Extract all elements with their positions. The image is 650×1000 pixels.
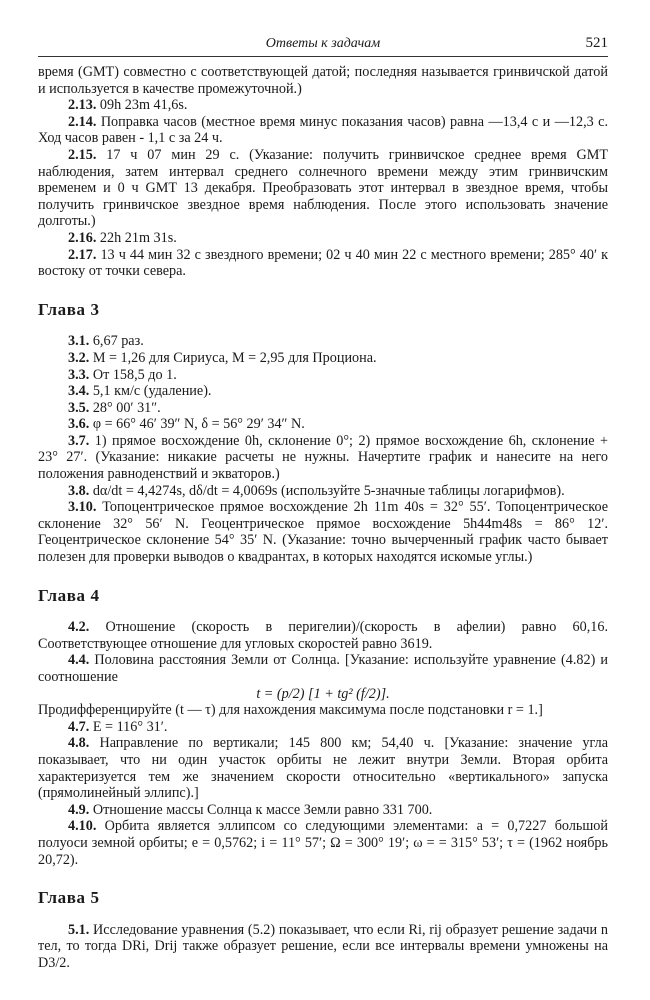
- answer-number: 4.7.: [68, 718, 90, 735]
- answer-item: [38, 735, 608, 801]
- answer-item: [38, 922, 608, 972]
- answer-number: 3.5.: [68, 399, 90, 416]
- page-header: [38, 34, 608, 57]
- answer-text: Половина расстояния Земли от Солнца. [Указание: используйте уравнение (4.82) и соотношение: [38, 652, 609, 685]
- answer-number: 2.15.: [68, 146, 97, 163]
- running-title: Ответы к задачам: [265, 36, 381, 51]
- answer-number: 3.8.: [68, 482, 90, 499]
- answer-number: 4.8.: [68, 735, 90, 752]
- answer-item: [38, 818, 608, 868]
- chapter-4-heading: Глава 4: [38, 585, 100, 605]
- answer-text: 28° 00′ 31″.: [92, 399, 161, 416]
- answer-text: E = 116° 31′.: [92, 718, 168, 735]
- answer-text: φ = 66° 46′ 39″ N, δ = 56° 29′ 34″ N.: [92, 416, 305, 433]
- answer-number: 3.4.: [68, 383, 90, 400]
- page-body: [38, 64, 608, 972]
- answer-number: 4.9.: [68, 801, 90, 818]
- answer-number: 4.10.: [68, 818, 97, 835]
- answer-text: Направление по вертикали; 145 800 км; 54,40 ч. [Указание: значение угла показывает, что ни один участок орбиты не лежит внутри Земли. Вторая орбита характеризуется тем же значением скорости относительно «вертикального» запуска (прямолинейный эллипс).]: [38, 735, 609, 802]
- chapter-5-heading: Глава 5: [38, 888, 100, 908]
- answer-text: 5,1 км/с (удаление).: [92, 383, 212, 400]
- answer-text: Орбита является эллипсом со следующими элементами: a = 0,7227 большой полуоси земной орбиты; e = 0,5762; i = 11° 57′; Ω = 300° 19′; ω = = 315° 53′; τ = (1962 ноябрь 20,72).: [38, 818, 608, 868]
- answer-item: [38, 383, 608, 400]
- answer-item: [38, 114, 608, 147]
- answer-number: 4.2.: [68, 619, 90, 636]
- answer-item: [38, 97, 608, 114]
- answer-item: [38, 367, 608, 384]
- page-number: 521: [585, 35, 608, 51]
- answer-text: 09h 23m 41,6s.: [99, 97, 188, 114]
- formula: t = (p/2) [1 + tg² (f/2)].: [256, 685, 390, 702]
- answer-number: 3.3.: [68, 366, 90, 383]
- answer-text: Отношение массы Солнца к массе Земли равно 331 700.: [92, 801, 433, 818]
- answer-number: 5.1.: [68, 921, 90, 938]
- answer-item: [38, 499, 608, 565]
- chapter-5-answers: [38, 922, 608, 972]
- chapter-3-heading: Глава 3: [38, 299, 100, 319]
- answer-text: Отношение (скорость в перигелии)/(скорость в афелии) равно 60,16. Соответствующее отношение для угловых скоростей равно 3619.: [38, 619, 608, 652]
- chapter-4-answers: [38, 619, 608, 868]
- answer-text: 6,67 раз.: [92, 333, 144, 350]
- answer-item: [38, 247, 608, 280]
- answer-number: 3.10.: [68, 499, 97, 516]
- answer-number: 2.14.: [68, 113, 97, 130]
- answer-text: 17 ч 07 мин 29 с. (Указание: получить гринвичское среднее время GMT наблюдения, затем интервал среднего солнечного времени между этим гринвичским временем и 0 ч GMT 13 декабря. Преобразовать этот интервал в звездное время, чтобы получить гринвичское звездное время наблюдения. После этого использовать значение долготы.): [38, 146, 608, 230]
- answer-text: Поправка часов (местное время минус показания часов) равна —13,4 с и —12,3 с. Ход часов равен - 1,1 с за 24 ч.: [38, 113, 608, 147]
- answer-item: [38, 802, 608, 819]
- answer-item: [38, 350, 608, 367]
- chapter-3-answers: [38, 333, 608, 565]
- answer-item: [38, 433, 608, 483]
- answer-item: [38, 719, 608, 736]
- answer-item: [38, 230, 608, 247]
- answer-item: [38, 400, 608, 417]
- answer-number: 3.6.: [68, 416, 90, 433]
- answer-number: 2.13.: [68, 97, 97, 114]
- answer-number: 2.16.: [68, 229, 97, 246]
- answer-text: Топоцентрическое прямое восхождение 2h 11m 40s = 32° 55′. Топоцентрическое склонение 32° 56′ N. Геоцентрическое прямое восхождение 5h44m48s = 86° 12′. Геоцентрическое склонение 54° 35′ N. (Указание: точно вычерченный график часто бывает полезен для проверки выводов о квадрантах, в которых находятся искомые углы.): [38, 499, 609, 566]
- answer-item: [38, 147, 608, 230]
- answer-text: Исследование уравнения (5.2) показывает, что если Ri, rij образует решение задачи n тел, то тогда DRi, Drij также образует решение, если все интервалы времени умножены на D3/2.: [38, 921, 608, 971]
- chapter-2-answers: [38, 97, 608, 280]
- answer-item: [38, 652, 608, 685]
- answer-number: 3.1.: [68, 333, 90, 350]
- answer-item: [38, 333, 608, 350]
- opening-paragraph: время (GMT) совместно с соответствующей датой; последняя называется гринвичской датой и используется в качестве промежуточной.): [38, 64, 608, 97]
- answer-item: [38, 619, 608, 652]
- answer-item: [38, 416, 608, 433]
- answer-number: 3.7.: [68, 432, 90, 449]
- answer-text: 1) прямое восхождение 0h, склонение 0°; 2) прямое восхождение 6h, склонение + 23° 27′. (Указание: никакие расчеты не нужны. Начертите график и нанесите на него положения равноденствий и экваторов.): [38, 432, 608, 483]
- answer-text: 13 ч 44 мин 32 с звездного времени; 02 ч 40 мин 22 с местного времени; 285° 40′ к востоку от точки севера.: [38, 246, 609, 280]
- answer-text: 22h 21m 31s.: [99, 229, 177, 246]
- answer-number: 3.2.: [68, 349, 90, 366]
- answer-text: От 158,5 до 1.: [92, 366, 177, 383]
- answer-text: dα/dt = 4,4274s, dδ/dt = 4,0069s (используйте 5-значные таблицы логарифмов).: [92, 482, 565, 499]
- answer-number: 4.4.: [68, 652, 90, 669]
- answer-item: [38, 483, 608, 500]
- answer-number: 2.17.: [68, 246, 97, 263]
- answer-text: M = 1,26 для Сириуса, M = 2,95 для Проциона.: [92, 349, 377, 366]
- formula-continuation: Продифференцируйте (t — τ) для нахождения максимума после подстановки r = 1.]: [38, 702, 543, 719]
